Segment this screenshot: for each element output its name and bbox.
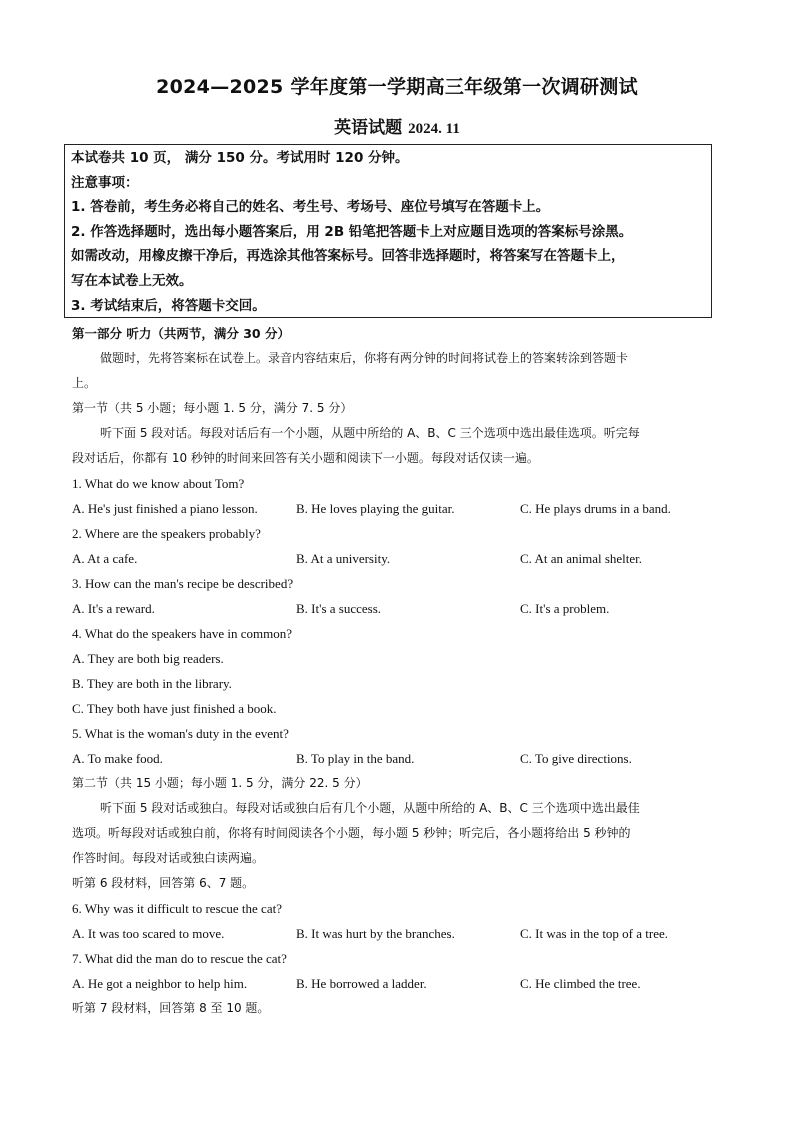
option-c: C. At an animal shelter. [520, 551, 643, 566]
option-a: A. It's a reward. [72, 601, 155, 616]
notice-box [64, 144, 712, 318]
notice-line: 注意事项： [71, 174, 139, 191]
notice-line: 1. 答卷前，考生务必将自己的姓名、考生号、考场号、座位号填写在答题卡上。 [71, 199, 550, 216]
question-stem: 7. What did the man do to rescue the cat? [72, 951, 287, 966]
option-a: A. They are both big readers. [72, 651, 224, 666]
question-stem: 2. Where are the speakers probably? [72, 526, 261, 541]
section2-instructions: 听下面 5 段对话或独白。每段对话或独白后有几个小题，从题中所给的 A、B、C 三个选项中选出最佳 [100, 801, 640, 815]
option-a: A. He got a neighbor to help him. [72, 976, 248, 991]
exam-body [72, 321, 722, 1021]
question-stem: 1. What do we know about Tom? [72, 476, 245, 491]
option-a: A. He's just finished a piano lesson. [72, 501, 258, 516]
notice-line: 2. 作答选择题时，选出每小题答案后，用 2B 铅笔把答题卡上对应题目选项的答案标号涂黑。 [71, 223, 633, 240]
option-c: C. They both have just finished a book. [72, 701, 277, 716]
part1-intro: 做题时，先将答案标在试卷上。录音内容结束后，你将有两分钟的时间将试卷上的答案转涂到答题卡 [100, 351, 629, 365]
section1-instructions: 段对话后，你都有 10 秒钟的时间来回答有关小题和阅读下一小题。每段对话仅读一遍。 [72, 451, 539, 465]
option-c: C. To give directions. [520, 751, 632, 766]
material-note: 听第 6 段材料，回答第 6、7 题。 [72, 876, 255, 890]
question-stem: 3. How can the man's recipe be described? [72, 576, 294, 591]
question-stem: 5. What is the woman's duty in the event? [72, 726, 289, 741]
option-c: C. It was in the top of a tree. [520, 926, 669, 941]
subject-label: 英语试题 [334, 118, 403, 138]
question-options [72, 546, 722, 571]
option-c: C. He climbed the tree. [520, 976, 641, 991]
option-b: B. It was hurt by the branches. [296, 926, 455, 941]
option-b: B. At a university. [296, 551, 391, 566]
option-b: B. To play in the band. [296, 751, 415, 766]
exam-subtitle [0, 113, 794, 138]
notice-line: 3. 考试结束后，将答题卡交回。 [71, 297, 266, 314]
question-options [72, 971, 722, 996]
section2-heading: 第二节（共 15 小题；每小题 1. 5 分，满分 22. 5 分） [72, 776, 368, 790]
section1-heading: 第一节（共 5 小题；每小题 1. 5 分，满分 7. 5 分） [72, 401, 353, 415]
option-b: B. He borrowed a ladder. [296, 976, 427, 991]
part1-intro: 上。 [72, 376, 97, 390]
option-c: C. It's a problem. [520, 601, 610, 616]
question-options [72, 746, 722, 771]
material-note: 听第 7 段材料，回答第 8 至 10 题。 [72, 1001, 270, 1015]
question-stem: 6. Why was it difficult to rescue the cat? [72, 901, 282, 916]
notice-line: 写在本试卷上无效。 [71, 272, 193, 289]
question-options [72, 596, 722, 621]
notice-line: 如需改动，用橡皮擦干净后，再选涂其他答案标号。回答非选择题时，将答案写在答题卡上， [71, 248, 625, 265]
option-b: B. He loves playing the guitar. [296, 501, 455, 516]
question-stem: 4. What do the speakers have in common? [72, 626, 292, 641]
question-options [72, 921, 722, 946]
section2-instructions: 作答时间。每段对话或独白读两遍。 [72, 851, 265, 865]
section1-instructions: 听下面 5 段对话。每段对话后有一个小题，从题中所给的 A、B、C 三个选项中选出最佳选项。听完每 [100, 426, 640, 440]
question-options [72, 496, 722, 521]
option-b: B. They are both in the library. [72, 676, 232, 691]
section2-instructions: 选项。听每段对话或独白前，你将有时间阅读各个小题，每小题 5 秒钟；听完后，各小题将给出 5 秒钟的 [72, 826, 631, 840]
option-a: A. To make food. [72, 751, 163, 766]
exam-date: 2024. 11 [408, 121, 460, 137]
exam-title: 2024—2025 学年度第一学期高三年级第一次调研测试 [156, 76, 638, 98]
option-b: B. It's a success. [296, 601, 382, 616]
part1-heading: 第一部分 听力（共两节，满分 30 分） [72, 326, 290, 341]
option-c: C. He plays drums in a band. [520, 501, 671, 516]
option-a: A. It was too scared to move. [72, 926, 225, 941]
notice-line: 本试卷共 10 页， 满分 150 分。考试用时 120 分钟。 [71, 150, 409, 166]
option-a: A. At a cafe. [72, 551, 138, 566]
